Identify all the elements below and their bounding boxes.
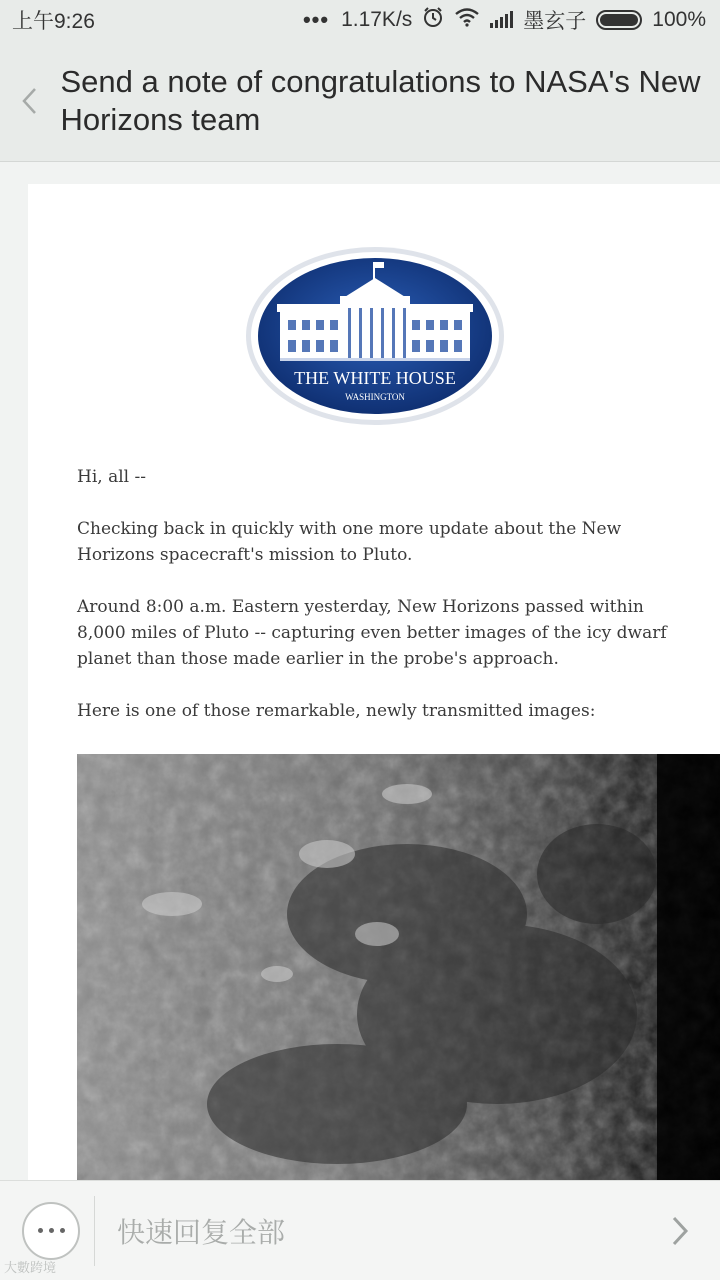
seal-subtitle: WASHINGTON <box>345 392 405 402</box>
back-button[interactable] <box>0 40 60 161</box>
dot-icon <box>60 1228 65 1233</box>
email-subject: Send a note of congratulations to NASA's New Horizons team <box>60 63 701 137</box>
divider <box>94 1196 95 1266</box>
header <box>0 40 720 162</box>
alarm-icon <box>422 6 444 34</box>
chevron-right-icon <box>670 1215 690 1247</box>
battery-percent: 100% <box>652 8 706 31</box>
body-paragraph: Here is one of those remarkable, newly transmitted images: <box>77 701 596 721</box>
more-options-button[interactable] <box>22 1202 80 1260</box>
body-paragraph: Checking back in quickly with one more update about the New Horizons spacecraft's mission to Pluto. <box>77 519 622 565</box>
dot-icon <box>38 1228 43 1233</box>
chevron-left-icon <box>20 86 40 116</box>
send-button[interactable] <box>640 1181 720 1280</box>
wifi-icon <box>454 7 480 33</box>
more-dots-icon: ••• <box>302 7 330 32</box>
watermark: 大數跨境 <box>4 1261 57 1276</box>
status-bar <box>0 0 720 40</box>
signal-icon <box>490 12 513 28</box>
email-body[interactable] <box>28 184 720 1180</box>
carrier-name: 墨玄子 <box>523 10 587 33</box>
white-house-seal <box>244 244 506 428</box>
pluto-surface-image[interactable] <box>77 754 720 1180</box>
quick-reply-input[interactable]: 快速回复全部 <box>117 1215 286 1249</box>
email-text <box>77 464 677 750</box>
greeting-paragraph: Hi, all -- <box>77 467 146 487</box>
body-paragraph: Around 8:00 a.m. Eastern yesterday, New Horizons passed within 8,000 miles of Pluto -- capturing even better images of the icy dwarf planet than those made earlier in the probe's approach. <box>77 597 667 669</box>
seal-title: THE WHITE HOUSE <box>294 368 456 388</box>
network-speed: 1.17K/s <box>341 8 413 31</box>
status-time: 上午9:26 <box>12 10 95 33</box>
quick-reply-bar <box>0 1180 720 1280</box>
dot-icon <box>49 1228 54 1233</box>
battery-icon <box>596 10 642 30</box>
